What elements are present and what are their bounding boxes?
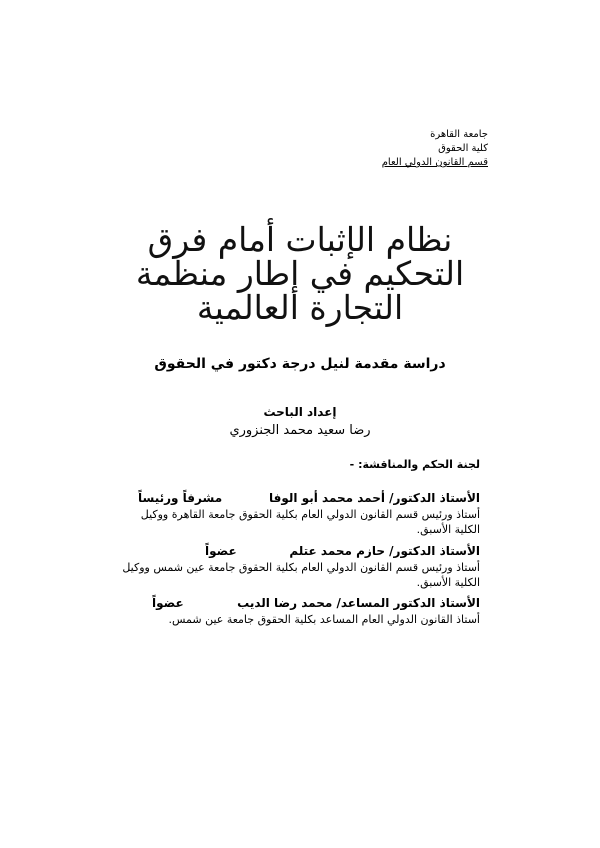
preparer-label: إعداد الباحث	[263, 405, 337, 419]
thesis-title-line-1: نظام الإثبات أمام فرق	[147, 220, 453, 259]
committee-member-role: مشرفاً ورئيساً	[138, 491, 223, 505]
thesis-title-line-3: التجارة العالمية	[196, 288, 404, 327]
committee-member-role: عضواً	[205, 544, 237, 558]
committee-member-name: الأستاذ الدكتور المساعد/ محمد رضا الديب	[237, 596, 480, 610]
committee-member-description: أستاذ ورئيس قسم القانون الدولي العام بكلية الحقوق جامعة عين شمس ووكيل الكلية الأسبق.	[122, 561, 480, 589]
faculty-name: كلية الحقوق	[438, 143, 488, 154]
degree-subtitle: دراسة مقدمة لنيل درجة دكتور في الحقوق	[154, 356, 446, 372]
thesis-title-line-2: التحكيم في إطار منظمة	[135, 254, 465, 293]
committee-member-role: عضواً	[152, 596, 184, 610]
committee-member-description: أستاذ ورئيس قسم القانون الدولي العام بكلية الحقوق جامعة القاهرة ووكيل الكلية الأسبق.	[140, 508, 480, 536]
department-name: قسم القانون الدولي العام	[381, 157, 488, 168]
committee-member-name: الأستاذ الدكتور/ حازم محمد عتلم	[289, 544, 480, 558]
committee-member-description: أستاذ القانون الدولي العام المساعد بكلية الحقوق جامعة عين شمس.	[168, 613, 480, 626]
committee-heading: لجنة الحكم والمناقشة: -	[349, 458, 480, 471]
committee-member-name: الأستاذ الدكتور/ أحمد محمد أبو الوفا	[269, 491, 480, 505]
preparer-name: رضا سعيد محمد الجنزوري	[229, 423, 371, 438]
university-header	[382, 128, 488, 170]
university-name: جامعة القاهرة	[430, 129, 488, 140]
